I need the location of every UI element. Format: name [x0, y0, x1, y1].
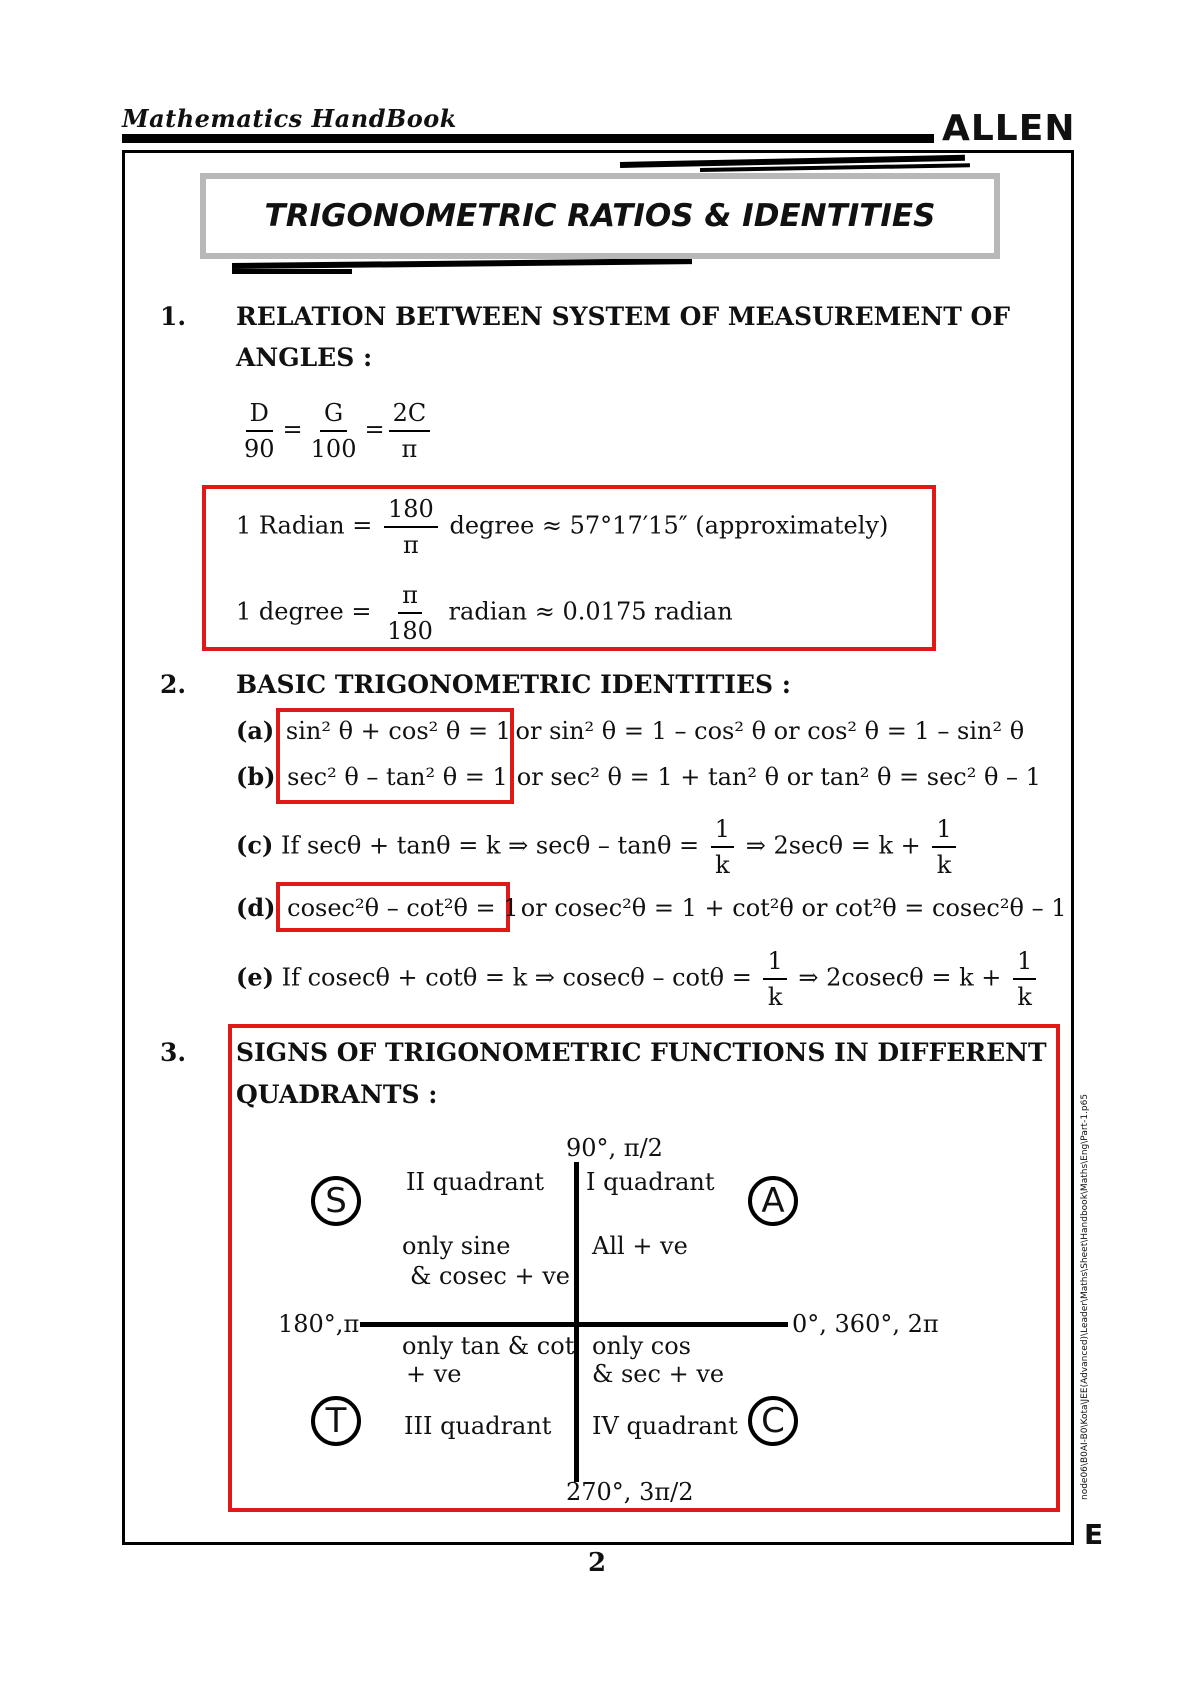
quadrant-3-name: III quadrant — [404, 1412, 552, 1440]
angle-90-label: 90°, π/2 — [566, 1134, 663, 1162]
angle-270-label: 270°, 3π/2 — [566, 1478, 694, 1506]
edition-mark: E — [1084, 1518, 1104, 1551]
section-3-heading-line1: SIGNS OF TRIGONOMETRIC FUNCTIONS IN DIFFERENT — [236, 1038, 1047, 1067]
quadrant-4-letter-c: C — [748, 1396, 798, 1446]
quadrant-4-rule-line2: & sec + ve — [592, 1360, 725, 1388]
y-axis — [574, 1162, 579, 1482]
quadrant-2-letter-s: S — [311, 1176, 361, 1226]
fraction-d-90: $\frac{D}{90}$ — [240, 396, 279, 466]
fraction-1-k-e2: $\frac{1}{k}$ — [1013, 944, 1036, 1014]
identity-d: (d) cosec²θ – cot²θ = 1 or cosec²θ = 1 + cot²θ or cot²θ = cosec²θ – 1 — [236, 893, 1067, 922]
angle-0-label: 0°, 360°, 2π — [792, 1310, 939, 1338]
header-rule — [122, 134, 934, 143]
radian-line: 1 Radian = $\frac{180}{\pi}$ degree ≈ 57°17′15″ (approximately) — [236, 492, 888, 562]
degree-line: 1 degree = $\frac{\pi}{180}$ radian ≈ 0.0175 radian — [236, 578, 733, 648]
quadrant-3-letter-t: T — [311, 1396, 361, 1446]
side-file-path: node06\B0AI-B0\Kota\JEE(Advanced)\Leader\Maths\Sheet\Handbook\Maths\Eng\Part-1.p65 — [1080, 1093, 1090, 1500]
measurement-ratio: $\frac{D}{90}$ = $\frac{G}{100}$ = $\frac{2C}{\pi}$ — [236, 396, 434, 466]
fraction-1-k-c2: $\frac{1}{k}$ — [932, 812, 955, 882]
chapter-title-box — [200, 173, 1000, 259]
fraction-2c-pi: $\frac{2C}{\pi}$ — [389, 396, 431, 466]
section-1-heading-line2: ANGLES : — [236, 343, 373, 372]
section-3-number: 3. — [160, 1038, 187, 1067]
fraction-1-k-c: $\frac{1}{k}$ — [711, 812, 734, 882]
brand-logo: ALLEN — [942, 108, 1076, 149]
fraction-pi-180: $\frac{\pi}{180}$ — [383, 578, 437, 648]
decor-stroke-bottom2 — [232, 269, 352, 274]
quadrant-1-name: I quadrant — [586, 1168, 715, 1196]
section-1-number: 1. — [160, 302, 187, 331]
section-3-heading-line2: QUADRANTS : — [236, 1080, 438, 1109]
section-2-heading: BASIC TRIGONOMETRIC IDENTITIES : — [236, 670, 792, 699]
fraction-180-pi: $\frac{180}{\pi}$ — [384, 492, 438, 562]
quadrant-1-rule: All + ve — [592, 1232, 688, 1260]
quadrant-2-rule-line2: & cosec + ve — [410, 1262, 570, 1290]
angle-180-label: 180°,π — [278, 1310, 360, 1338]
quadrant-1-letter-a: A — [748, 1176, 798, 1226]
section-1-heading-line1: RELATION BETWEEN SYSTEM OF MEASUREMENT OF — [236, 302, 1011, 331]
identity-c: (c) If secθ + tanθ = k ⇒ secθ – tanθ = $\frac{1}{k}$ ⇒ 2secθ = k + $\frac{1}{k}$ — [236, 812, 960, 882]
identity-a: (a) sin² θ + cos² θ = 1 or sin² θ = 1 – cos² θ or cos² θ = 1 – sin² θ — [236, 716, 1025, 745]
quadrant-2-rule-line1: only sine — [402, 1232, 511, 1260]
quadrant-2-name: II quadrant — [406, 1168, 544, 1196]
quadrant-4-name: IV quadrant — [592, 1412, 738, 1440]
quadrant-3-rule-line1: only tan & cot — [402, 1332, 575, 1360]
book-title: Mathematics HandBook — [122, 104, 457, 133]
quadrant-3-rule-line2: + ve — [406, 1360, 462, 1388]
chapter-title: TRIGONOMETRIC RATIOS & IDENTITIES — [264, 198, 936, 234]
fraction-1-k-e: $\frac{1}{k}$ — [763, 944, 786, 1014]
fraction-g-100: $\frac{G}{100}$ — [307, 396, 361, 466]
section-2-number: 2. — [160, 670, 187, 699]
page-number: 2 — [588, 1548, 607, 1578]
quadrant-4-rule-line1: only cos — [592, 1332, 691, 1360]
identity-e: (e) If cosecθ + cotθ = k ⇒ cosecθ – cotθ = $\frac{1}{k}$ ⇒ 2cosecθ = k + $\frac{1}{k}$ — [236, 944, 1040, 1014]
identity-b: (b) sec² θ – tan² θ = 1 or sec² θ = 1 + tan² θ or tan² θ = sec² θ – 1 — [236, 762, 1041, 791]
